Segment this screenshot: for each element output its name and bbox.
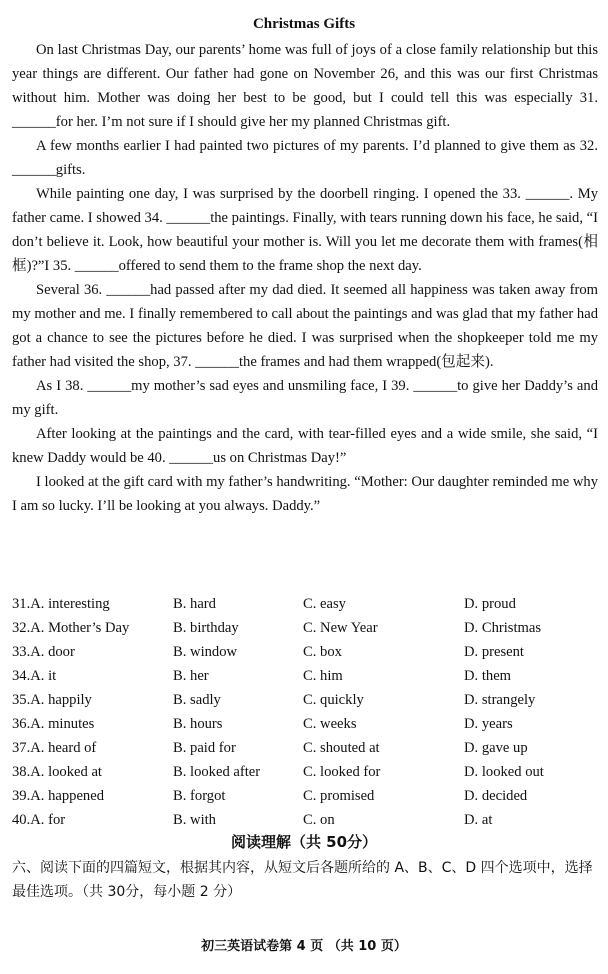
option-c: C. him	[303, 668, 343, 684]
option-a: 40.A. for	[12, 812, 66, 828]
option-d: D. at	[464, 812, 493, 828]
option-c: C. quickly	[303, 692, 364, 708]
question-row	[12, 736, 598, 760]
question-row	[12, 760, 598, 784]
option-c: C. New Year	[303, 620, 378, 636]
question-row	[12, 664, 598, 688]
option-b: B. window	[173, 644, 238, 660]
question-row	[12, 712, 598, 736]
option-b: B. with	[173, 812, 216, 828]
question-row	[12, 640, 598, 664]
option-b: B. forgot	[173, 788, 226, 804]
option-c: C. easy	[303, 596, 346, 612]
passage-body	[12, 38, 598, 518]
option-d: D. them	[464, 668, 512, 684]
option-b: B. birthday	[173, 620, 239, 636]
question-row	[12, 688, 598, 712]
option-c: C. weeks	[303, 716, 357, 732]
option-d: D. gave up	[464, 740, 528, 756]
option-c: C. looked for	[303, 764, 381, 780]
option-b: B. sadly	[173, 692, 221, 708]
section-instructions: 六、阅读下面的四篇短文，根据其内容，从短文后各题所给的 A、B、C、D 四个选项中，选择最佳选项。（共 30分，每小题 2 分）	[12, 860, 593, 900]
paragraph: As I 38. ______my mother’s sad eyes and unsmiling face, I 39. ______to give her Daddy’s and my gift.	[12, 378, 598, 418]
option-a: 37.A. heard of	[12, 740, 97, 756]
option-a: 39.A. happened	[12, 788, 104, 804]
question-row	[12, 616, 598, 640]
paragraph: On last Christmas Day, our parents’ home was full of joys of a close family relationship but this year things are different. Our father had gone on November 26, and this was our first Christmas without him. Mother was doing her best to be good, but I could tell this was especially 31. ______for her. I’m not sure if I should give her my planned Christmas gift.	[12, 42, 598, 130]
paragraph: While painting one day, I was surprised by the doorbell ringing. I opened the 33. ______. My father came. I showed 34. ______the paintings. Finally, with tears running down his face, he said, “I don’t believe it. Look, how beautiful your mother is. Will you let me decorate them with frames(相框)?”I 35. ______offered to send them to the frame shop the next day.	[12, 186, 598, 274]
option-c: C. on	[303, 812, 335, 828]
option-b: B. looked after	[173, 764, 261, 780]
option-a: 33.A. door	[12, 644, 75, 660]
option-d: D. Christmas	[464, 620, 542, 636]
option-d: D. decided	[464, 788, 528, 804]
option-c: C. box	[303, 644, 342, 660]
section-heading: 阅读理解（共 50分）	[230, 833, 378, 851]
option-a: 32.A. Mother’s Day	[12, 620, 130, 636]
question-row	[12, 784, 598, 808]
option-d: D. years	[464, 716, 513, 732]
option-d: D. present	[464, 644, 524, 660]
option-d: D. looked out	[464, 764, 544, 780]
answer-options	[12, 592, 598, 832]
question-row	[12, 592, 598, 616]
option-b: B. her	[173, 668, 209, 684]
option-b: B. paid for	[173, 740, 236, 756]
option-a: 38.A. looked at	[12, 764, 102, 780]
option-b: B. hours	[173, 716, 223, 732]
option-a: 35.A. happily	[12, 692, 92, 708]
paragraph: Several 36. ______had passed after my dad died. It seemed all happiness was taken away from my mother and me. I finally remembered to call about the paintings and was glad that my father had got a chance to see the pictures before he died. I was surprised when the shopkeeper told me my father had visited the shop, 37. ______the frames and had them wrapped(包起来).	[12, 282, 598, 370]
option-c: C. shouted at	[303, 740, 380, 756]
paragraph: After looking at the paintings and the card, with tear-filled eyes and a wide smile, she said, “I knew Daddy would be 40. ______us on Christmas Day!”	[12, 426, 598, 466]
option-c: C. promised	[303, 788, 375, 804]
paragraph: A few months earlier I had painted two pictures of my parents. I’d planned to give them as 32. ______gifts.	[12, 138, 598, 178]
page-footer: 初三英语试卷第 4 页 （共 10 页）	[201, 939, 407, 954]
option-a: 36.A. minutes	[12, 716, 95, 732]
passage-title: Christmas Gifts	[252, 16, 356, 32]
option-d: D. proud	[464, 596, 516, 612]
question-row	[12, 808, 598, 832]
option-d: D. strangely	[464, 692, 536, 708]
paragraph: I looked at the gift card with my father’s handwriting. “Mother: Our daughter reminded me why I am so lucky. I’ll be looking at you always. Daddy.”	[12, 474, 598, 514]
option-a: 31.A. interesting	[12, 596, 110, 612]
option-a: 34.A. it	[12, 668, 57, 684]
option-b: B. hard	[173, 596, 216, 612]
